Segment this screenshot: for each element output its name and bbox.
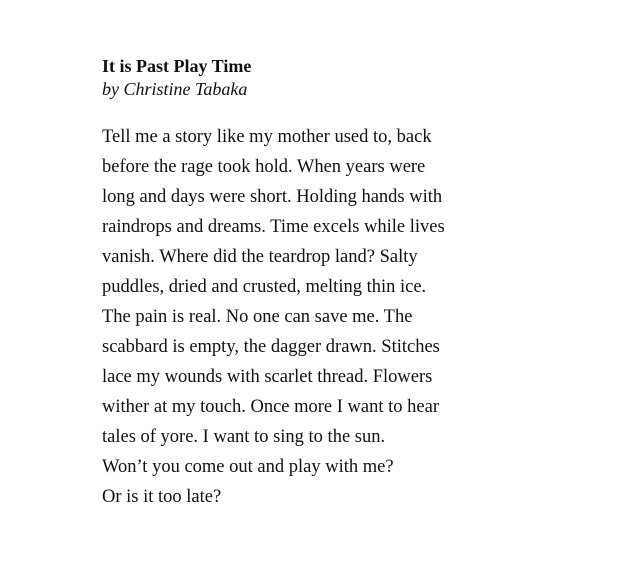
poem-title: It is Past Play Time	[102, 56, 252, 76]
poem-line: scabbard is empty, the dagger drawn. Stitches	[102, 337, 440, 357]
poem-line: puddles, dried and crusted, melting thin ice.	[102, 277, 427, 297]
poem-line: raindrops and dreams. Time excels while lives	[102, 217, 445, 237]
poem-line: Tell me a story like my mother used to, back	[102, 127, 432, 147]
poem-line: before the rage took hold. When years were	[102, 157, 426, 177]
poem-line: tales of yore. I want to sing to the sun.	[102, 427, 386, 447]
poem-line: wither at my touch. Once more I want to hear	[102, 397, 439, 417]
poem-byline: by Christine Tabaka	[102, 79, 248, 99]
poem-line: Won’t you come out and play with me?	[102, 457, 394, 477]
poem-line: Or is it too late?	[102, 487, 222, 507]
poem-line: long and days were short. Holding hands with	[102, 187, 443, 207]
poem-line: lace my wounds with scarlet thread. Flowers	[102, 367, 433, 387]
poem-body	[102, 122, 592, 512]
poem	[102, 54, 592, 512]
poem-line: The pain is real. No one can save me. The	[102, 307, 413, 327]
poem-line: vanish. Where did the teardrop land? Salty	[102, 247, 418, 267]
